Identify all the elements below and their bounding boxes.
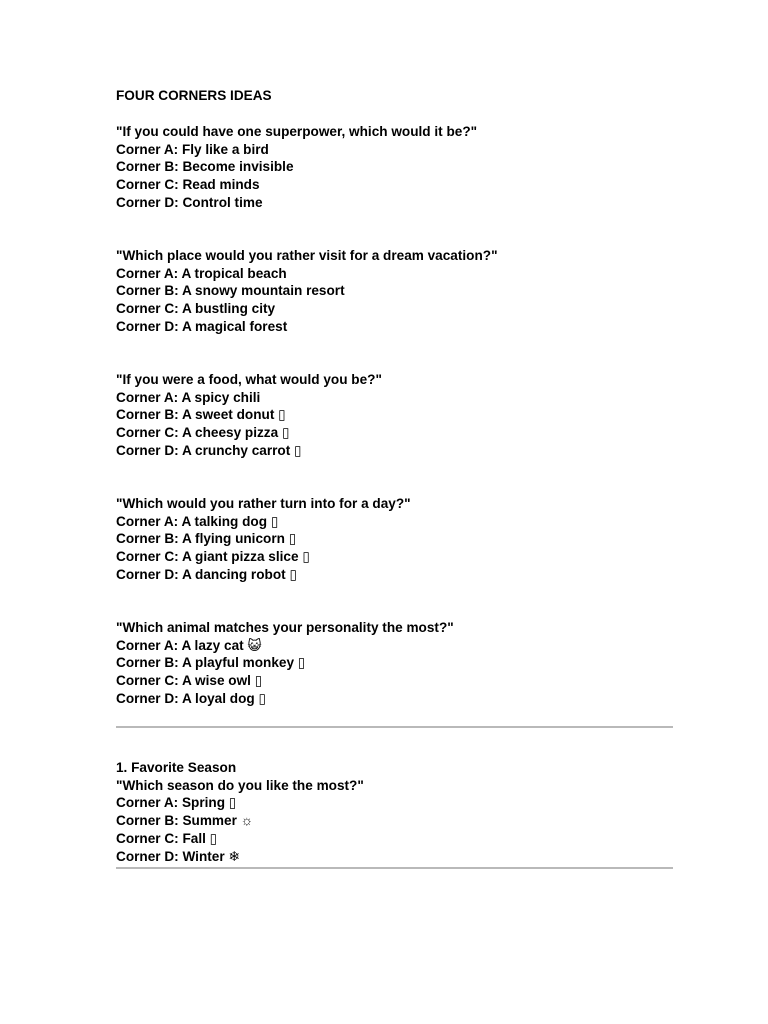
question-block bbox=[116, 495, 673, 584]
horizontal-divider bbox=[116, 726, 673, 728]
corner-option: Corner C: A giant pizza slice ▯ bbox=[116, 549, 310, 565]
question-prompt: "Which season do you like the most?" bbox=[116, 777, 364, 793]
corner-option: Corner D: A loyal dog ▯ bbox=[116, 690, 266, 706]
question-block bbox=[116, 247, 673, 336]
corner-option: Corner D: Control time bbox=[116, 194, 263, 210]
corner-option: Corner A: A spicy chili bbox=[116, 389, 261, 405]
section-heading: 1. Favorite Season bbox=[116, 759, 237, 775]
corner-option: Corner C: A wise owl ▯ bbox=[116, 673, 263, 689]
corner-option: Corner A: A tropical beach bbox=[116, 265, 287, 281]
corner-option: Corner B: A playful monkey ▯ bbox=[116, 655, 306, 671]
corner-option: Corner A: A lazy cat 😺 bbox=[116, 637, 262, 653]
question-prompt: "Which animal matches your personality the most?" bbox=[116, 619, 454, 635]
corner-option: Corner C: Read minds bbox=[116, 177, 260, 193]
corner-option: Corner C: A bustling city bbox=[116, 301, 276, 317]
corner-option: Corner C: A cheesy pizza ▯ bbox=[116, 425, 290, 441]
corner-option: Corner D: A magical forest bbox=[116, 318, 288, 334]
question-prompt: "Which would you rather turn into for a day?" bbox=[116, 495, 411, 511]
corner-option: Corner B: A sweet donut ▯ bbox=[116, 407, 286, 423]
corner-option: Corner A: Fly like a bird bbox=[116, 141, 269, 157]
question-prompt: "Which place would you rather visit for a dream vacation?" bbox=[116, 247, 498, 263]
corner-option: Corner D: A dancing robot ▯ bbox=[116, 566, 297, 582]
corner-option: Corner A: Spring ▯ bbox=[116, 795, 237, 811]
corner-option: Corner D: Winter ❄ bbox=[116, 848, 240, 864]
horizontal-divider bbox=[116, 867, 673, 869]
corner-option: Corner B: A flying unicorn ▯ bbox=[116, 531, 297, 547]
question-prompt: "If you were a food, what would you be?" bbox=[116, 371, 382, 387]
question-prompt: "If you could have one superpower, which would it be?" bbox=[116, 123, 478, 139]
corner-option: Corner B: Summer ☼ bbox=[116, 813, 254, 829]
corner-option: Corner B: A snowy mountain resort bbox=[116, 283, 345, 299]
question-block bbox=[116, 123, 673, 212]
corner-option: Corner D: A crunchy carrot ▯ bbox=[116, 442, 302, 458]
corner-option: Corner C: Fall ▯ bbox=[116, 830, 218, 846]
corner-option: Corner A: A talking dog ▯ bbox=[116, 513, 279, 529]
question-block bbox=[116, 371, 673, 460]
document-page bbox=[116, 87, 673, 869]
question-block bbox=[116, 619, 673, 708]
season-section bbox=[116, 759, 673, 866]
corner-option: Corner B: Become invisible bbox=[116, 159, 294, 175]
document-title: FOUR CORNERS IDEAS bbox=[116, 88, 272, 103]
